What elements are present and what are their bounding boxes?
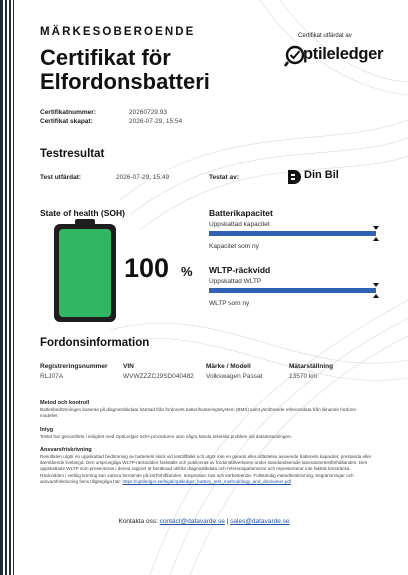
contact-separator: | [226, 518, 229, 525]
intyg-heading: Intyg [40, 427, 54, 433]
capacity-estimated-label: Uppskattad kapacitet [209, 221, 270, 228]
sales-email-link[interactable]: sales@datavarde.se [230, 518, 290, 525]
soh-heading: State of health (SOH) [40, 208, 126, 218]
vehicle-info-heading: Fordonsinformation [40, 337, 150, 349]
cert-number-label: Certifikatnummer: [40, 109, 96, 116]
wltp-new-marker [373, 294, 379, 298]
disclaimer-text: Resultaten utgör en uppskattad bedömning av batteriets skick vid testtillfället och utgör inte en garanti eller utfästelse avseende batteriets kapacitet, prestanda eller återstående livslängd. Den ursprungliga WLTP-räckvidden fastställs och publiceras av fordonstillverkaren under standardiserade laboratorietestförhållanden. Den uppskattade WLTP som presenteras i denna rapport är beräknad utifrån diagnostikdata och referensparametrar och representerar inte faktisk körsträcka. Räckvidden i verklig körning kan variera beroende på körförhållanden, temperatur, last och körbeteende. Fullständig metodbeskrivning, begränsningar och ansvarsfriskrivning finns tillgängliga här: [40, 454, 372, 484]
page-title [40, 46, 210, 94]
method-heading: Metod och kontroll [40, 400, 90, 406]
wltp-new-label: WLTP som ny [209, 300, 250, 307]
capacity-heading: Batterikapacitet [209, 208, 273, 218]
disclaimer-block [40, 454, 372, 485]
make-model-label: Märke / Modell [206, 363, 251, 370]
optiledger-logo-text: ptileledger [303, 45, 384, 63]
contact-line [0, 518, 408, 525]
capacity-new-label: Kapacitet som ny [209, 243, 259, 250]
odometer-value: 13570 km [289, 373, 318, 380]
reg-number-label: Registreringsnummer [40, 363, 108, 370]
din-bil-logo [287, 168, 347, 186]
make-model-value: Volkswagen Passat [206, 373, 263, 380]
cert-number-value: 20260729.93 [129, 109, 167, 116]
test-date-value: 2026-07-29, 15:49 [116, 174, 170, 181]
contact-label: Kontakta oss: [118, 518, 158, 525]
test-result-heading: Testresultat [40, 148, 105, 160]
din-bil-logo-text: Din Bil [304, 169, 339, 181]
disclaimer-link[interactable]: https://optiledger.se/legal/optiledger_battery_test_methodology_and_disclaimer.pdf [122, 478, 292, 484]
issued-by-label: Certifikat utfärdat av [298, 33, 352, 39]
optiledger-logo [284, 44, 384, 68]
wltp-heading: WLTP-räckvidd [209, 265, 271, 275]
eyebrow-label: MÄRKESOBEROENDE [40, 26, 196, 38]
cert-created-value: 2026-07-29, 15:54 [129, 118, 183, 125]
cert-created-label: Certifikat skapat: [40, 118, 93, 125]
reg-number-value: RLJ07A [40, 373, 64, 380]
method-text: Batteribedömningen baseras på diagnostiskdata hämtad från fordonets batterihanteringssystem (BMS) samt jämförande referensdata från liknande fordons-modeller. [40, 407, 358, 419]
title-line-1: Certifikat för [40, 45, 171, 70]
contact-email-link[interactable]: contact@datavarde.se [159, 518, 225, 525]
capacity-new-marker [373, 237, 379, 241]
wltp-estimated-marker [373, 283, 379, 287]
capacity-bar-fill [209, 231, 376, 236]
battery-level-fill [59, 229, 111, 317]
title-line-2: Elfordonsbatteri [40, 69, 210, 94]
disclaimer-heading: Ansvarsfriskrivning [40, 447, 92, 453]
wltp-bar-track [209, 288, 376, 293]
capacity-bar-track [209, 231, 376, 236]
test-date-label: Test utfärdat: [40, 174, 82, 181]
soh-unit: % [181, 264, 193, 279]
soh-value: 100 [124, 253, 170, 283]
din-bil-mark-icon [287, 169, 301, 185]
left-stripes [0, 0, 16, 575]
odometer-label: Mätarställning [289, 363, 334, 370]
wltp-estimated-label: Uppskattad WLTP [209, 278, 262, 285]
capacity-estimated-marker [373, 226, 379, 230]
vin-value: WVWZZZCJ9SD040482 [123, 373, 194, 380]
wltp-bar-fill [209, 288, 376, 293]
intyg-text: Testet har genomförts i enlighet med OptiLedger SOH-proceduren utan några kända tekniska problem vid dataimsamlingen. [40, 434, 292, 439]
tested-by-label: Testat av: [209, 174, 239, 181]
vin-label: VIN [123, 363, 134, 370]
